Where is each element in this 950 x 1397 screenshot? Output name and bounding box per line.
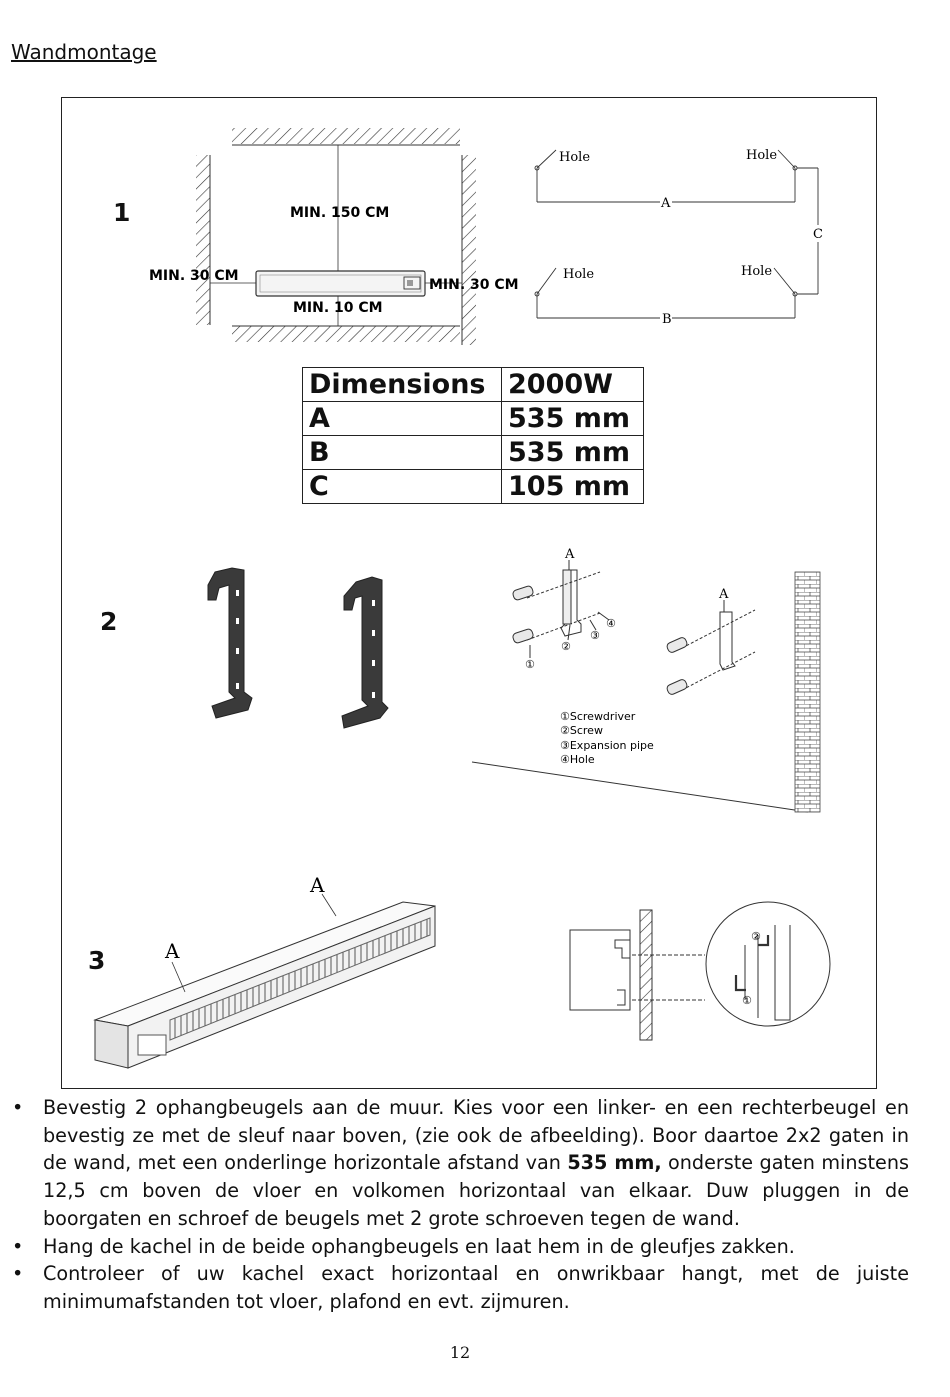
right-bracket bbox=[342, 577, 388, 728]
callout-3: ③ bbox=[590, 629, 600, 642]
page-heading: Wandmontage bbox=[11, 40, 157, 64]
left-bracket bbox=[208, 568, 252, 718]
heater-letter-a-1: A bbox=[165, 939, 180, 963]
table-row bbox=[303, 402, 644, 436]
table-cell: 105 mm bbox=[502, 470, 644, 504]
hole-label-bottom-right: Hole bbox=[741, 264, 773, 279]
bracket-letter-a-2: A bbox=[719, 587, 729, 602]
instruction-text: Bevestig 2 ophangbeugels aan de muur. Kies voor een linker- en een rechterbeugel en bevestig ze met de sleuf naar boven, (zie ook de afbeelding). Boor daartoe 2x2 gaten in de wand, met een onderlinge horizontale afstand van bbox=[43, 1096, 909, 1175]
table-cell: 535 mm bbox=[502, 436, 644, 470]
legend-screw: ②Screw bbox=[560, 724, 603, 737]
min-right-label: MIN. 30 CM bbox=[429, 277, 519, 293]
hole-label-top-right: Hole bbox=[746, 148, 778, 163]
table-cell: 535 mm bbox=[502, 402, 644, 436]
callout-2: ② bbox=[561, 640, 571, 653]
table-header-row bbox=[303, 368, 644, 402]
heater-letter-a-2: A bbox=[310, 873, 325, 897]
dimension-letter-c: C bbox=[813, 227, 823, 242]
drilling-diagram bbox=[472, 560, 808, 812]
dimension-letter-b: B bbox=[662, 312, 672, 327]
table-cell: A bbox=[303, 402, 502, 436]
instruction-text: Hang de kachel in de beide ophangbeugels en laat hem in de gleufjes zakken. bbox=[43, 1234, 795, 1258]
step-3-number: 3 bbox=[88, 946, 106, 975]
table-row bbox=[303, 470, 644, 504]
page-number: 12 bbox=[449, 1343, 471, 1362]
instruction-text: onderste gaten minstens 12,5 cm boven de vloer en volkomen horizontaal van elkaar. Duw pluggen in de boorgaten en schroef de beugels met 2 grote schroeven tegen de wand. bbox=[43, 1151, 909, 1230]
legend-expansion-pipe: ③Expansion pipe bbox=[560, 739, 654, 752]
list-item bbox=[12, 1094, 909, 1233]
list-item bbox=[12, 1260, 909, 1315]
hanging-detail bbox=[570, 902, 830, 1040]
hole-label-top-left: Hole bbox=[559, 150, 591, 165]
instruction-text: Controleer of uw kachel exact horizontaal en onwrikbaar hangt, met de juiste minimumafstanden tot vloer, plafond en evt. zijmuren. bbox=[43, 1262, 909, 1313]
instructions bbox=[12, 1094, 909, 1316]
hole-label-bottom-left: Hole bbox=[563, 267, 595, 282]
step-2-number: 2 bbox=[100, 607, 118, 636]
bracket-letter-a-1: A bbox=[565, 547, 575, 562]
hang-callout-1: ① bbox=[742, 994, 752, 1007]
brick-wall bbox=[795, 572, 820, 812]
table-row bbox=[303, 436, 644, 470]
instruction-list bbox=[12, 1094, 909, 1316]
dimensions-table bbox=[302, 367, 644, 504]
legend-screwdriver: ①Screwdriver bbox=[560, 710, 636, 723]
table-cell: C bbox=[303, 470, 502, 504]
legend-hole: ④Hole bbox=[560, 753, 595, 766]
dimension-letter-a: A bbox=[661, 196, 671, 211]
hang-callout-2: ② bbox=[751, 930, 761, 943]
table-cell: B bbox=[303, 436, 502, 470]
step-1-number: 1 bbox=[113, 198, 131, 227]
table-header-cell: Dimensions bbox=[303, 368, 502, 402]
callout-4: ④ bbox=[606, 617, 616, 630]
hole-layout-diagram bbox=[535, 150, 818, 318]
heater-illustration bbox=[95, 894, 435, 1068]
instruction-bold-text: 535 mm, bbox=[567, 1151, 662, 1175]
min-left-label: MIN. 30 CM bbox=[149, 268, 239, 284]
table-header-cell: 2000W bbox=[502, 368, 644, 402]
list-item bbox=[12, 1233, 909, 1261]
min-bottom-label: MIN. 10 CM bbox=[293, 300, 383, 316]
min-top-label: MIN. 150 CM bbox=[290, 205, 390, 221]
callout-1: ① bbox=[525, 658, 535, 671]
